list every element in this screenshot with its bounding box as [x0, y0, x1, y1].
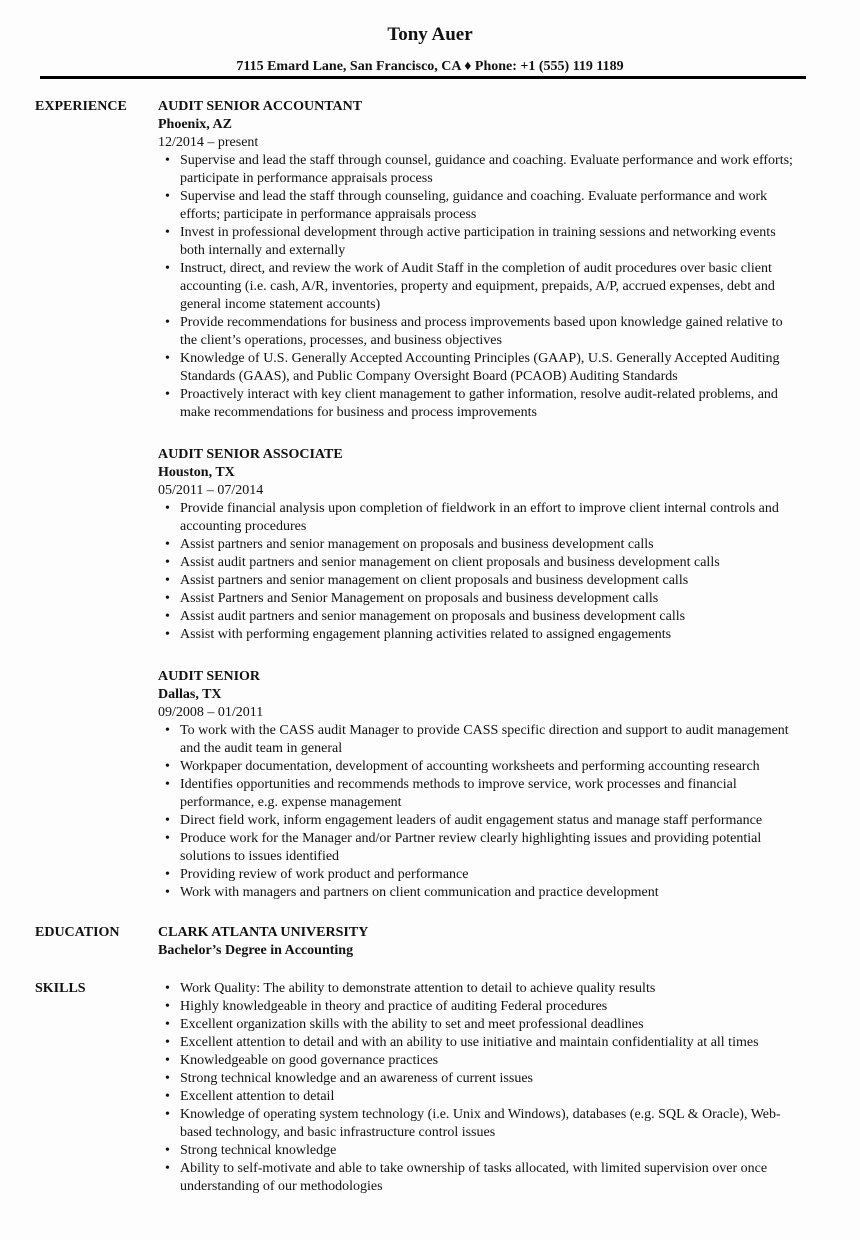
bullet-item: • Work with managers and partners on client communication and practice development [158, 884, 798, 902]
bullet-item: • Provide recommendations for business and process improvements based upon knowledge gained relative to the client’s operations, processes, and business objectives [158, 314, 798, 350]
degree: Bachelor’s Degree in Accounting [158, 943, 354, 958]
job-dates: 05/2011 – 07/2014 [158, 483, 264, 498]
job-title: AUDIT SENIOR ACCOUNTANT [158, 99, 363, 114]
bullet-item: • Assist partners and senior management on client proposals and business development calls [158, 572, 798, 590]
skill-item: • Highly knowledgeable in theory and practice of auditing Federal procedures [158, 998, 798, 1016]
bullet-item: • Assist with performing engagement planning activities related to assigned engagements [158, 626, 798, 644]
skill-item: • Ability to self-motivate and able to take ownership of tasks allocated, with limited supervision over once understanding of our methodologies [158, 1160, 798, 1196]
bullet-item: • Instruct, direct, and review the work of Audit Staff in the completion of audit procedures over basic client accounting (i.e. cash, A/R, inventories, property and equipment, prepaids, A/P, accrued expenses, debt and general income statement accounts) [158, 260, 798, 314]
skill-item: • Work Quality: The ability to demonstrate attention to detail to achieve quality results [158, 980, 798, 998]
candidate-name: Tony Auer [387, 24, 473, 45]
bullet-item: • Workpaper documentation, development of accounting worksheets and performing accounting research [158, 758, 798, 776]
section-label: SKILLS [35, 981, 86, 996]
job-entry [158, 668, 798, 902]
skill-item: • Knowledge of operating system technology (i.e. Unix and Windows), databases (e.g. SQL & Oracle), Web-based technology, and basic infrastructure control issues [158, 1106, 798, 1142]
bullet-item: • Knowledge of U.S. Generally Accepted Accounting Principles (GAAP), U.S. Generally Accepted Auditing Standards (GAAS), and Public Company Oversight Board (PCAOB) Auditing Standards [158, 350, 798, 386]
section-label: EXPERIENCE [35, 99, 127, 114]
bullet-item: • Supervise and lead the staff through counsel, guidance and coaching. Evaluate performance and work efforts; participate in performance appraisals process [158, 152, 798, 188]
job-bullets [158, 722, 798, 902]
skills-section [35, 980, 825, 1196]
bullet-item: • Identifies opportunities and recommends methods to improve service, work processes and financial performance, e.g. expense management [158, 776, 798, 812]
job-dates: 12/2014 – present [158, 135, 259, 150]
job-entry [158, 98, 798, 422]
bullet-item: • To work with the CASS audit Manager to provide CASS specific direction and support to audit management and the audit team in general [158, 722, 798, 758]
bullet-item: • Invest in professional development through active participation in training sessions and networking events both internally and externally [158, 224, 798, 260]
school-name: CLARK ATLANTA UNIVERSITY [158, 925, 369, 940]
header-divider [40, 76, 806, 79]
bullet-item: • Proactively interact with key client management to gather information, resolve audit-related problems, and make recommendations for business and process improvements [158, 386, 798, 422]
job-location: Phoenix, AZ [158, 117, 232, 132]
job-location: Houston, TX [158, 465, 235, 480]
bullet-item: • Assist partners and senior management on proposals and business development calls [158, 536, 798, 554]
job-bullets [158, 500, 798, 644]
skill-item: • Strong technical knowledge [158, 1142, 798, 1160]
skill-item: • Excellent attention to detail and with an ability to use initiative and maintain confidentiality at all times [158, 1034, 798, 1052]
contact-line: 7115 Emard Lane, San Francisco, CA ♦ Phone: +1 (555) 119 1189 [236, 59, 624, 74]
education-section [35, 924, 825, 960]
bullet-item: • Assist audit partners and senior management on client proposals and business development calls [158, 554, 798, 572]
bullet-item: • Assist Partners and Senior Management on proposals and business development calls [158, 590, 798, 608]
bullet-item: • Provide financial analysis upon completion of fieldwork in an effort to improve client internal controls and accounting procedures [158, 500, 798, 536]
skills-list [158, 980, 798, 1196]
section-label: EDUCATION [35, 925, 120, 940]
skill-item: • Strong technical knowledge and an awareness of current issues [158, 1070, 798, 1088]
bullet-item: • Assist audit partners and senior management on proposals and business development calls [158, 608, 798, 626]
skill-item: • Excellent organization skills with the ability to set and meet professional deadlines [158, 1016, 798, 1034]
job-title: AUDIT SENIOR [158, 669, 261, 684]
skill-item: • Excellent attention to detail [158, 1088, 798, 1106]
job-title: AUDIT SENIOR ASSOCIATE [158, 447, 343, 462]
experience-section [35, 98, 825, 926]
job-location: Dallas, TX [158, 687, 222, 702]
bullet-item: • Supervise and lead the staff through counseling, guidance and coaching. Evaluate performance and work efforts; participate in performance appraisals process [158, 188, 798, 224]
bullet-item: • Providing review of work product and performance [158, 866, 798, 884]
job-dates: 09/2008 – 01/2011 [158, 705, 264, 720]
bullet-item: • Direct field work, inform engagement leaders of audit engagement status and manage staff performance [158, 812, 798, 830]
skill-item: • Knowledgeable on good governance practices [158, 1052, 798, 1070]
job-bullets [158, 152, 798, 422]
bullet-item: • Produce work for the Manager and/or Partner review clearly highlighting issues and providing potential solutions to issues identified [158, 830, 798, 866]
job-entry [158, 446, 798, 644]
